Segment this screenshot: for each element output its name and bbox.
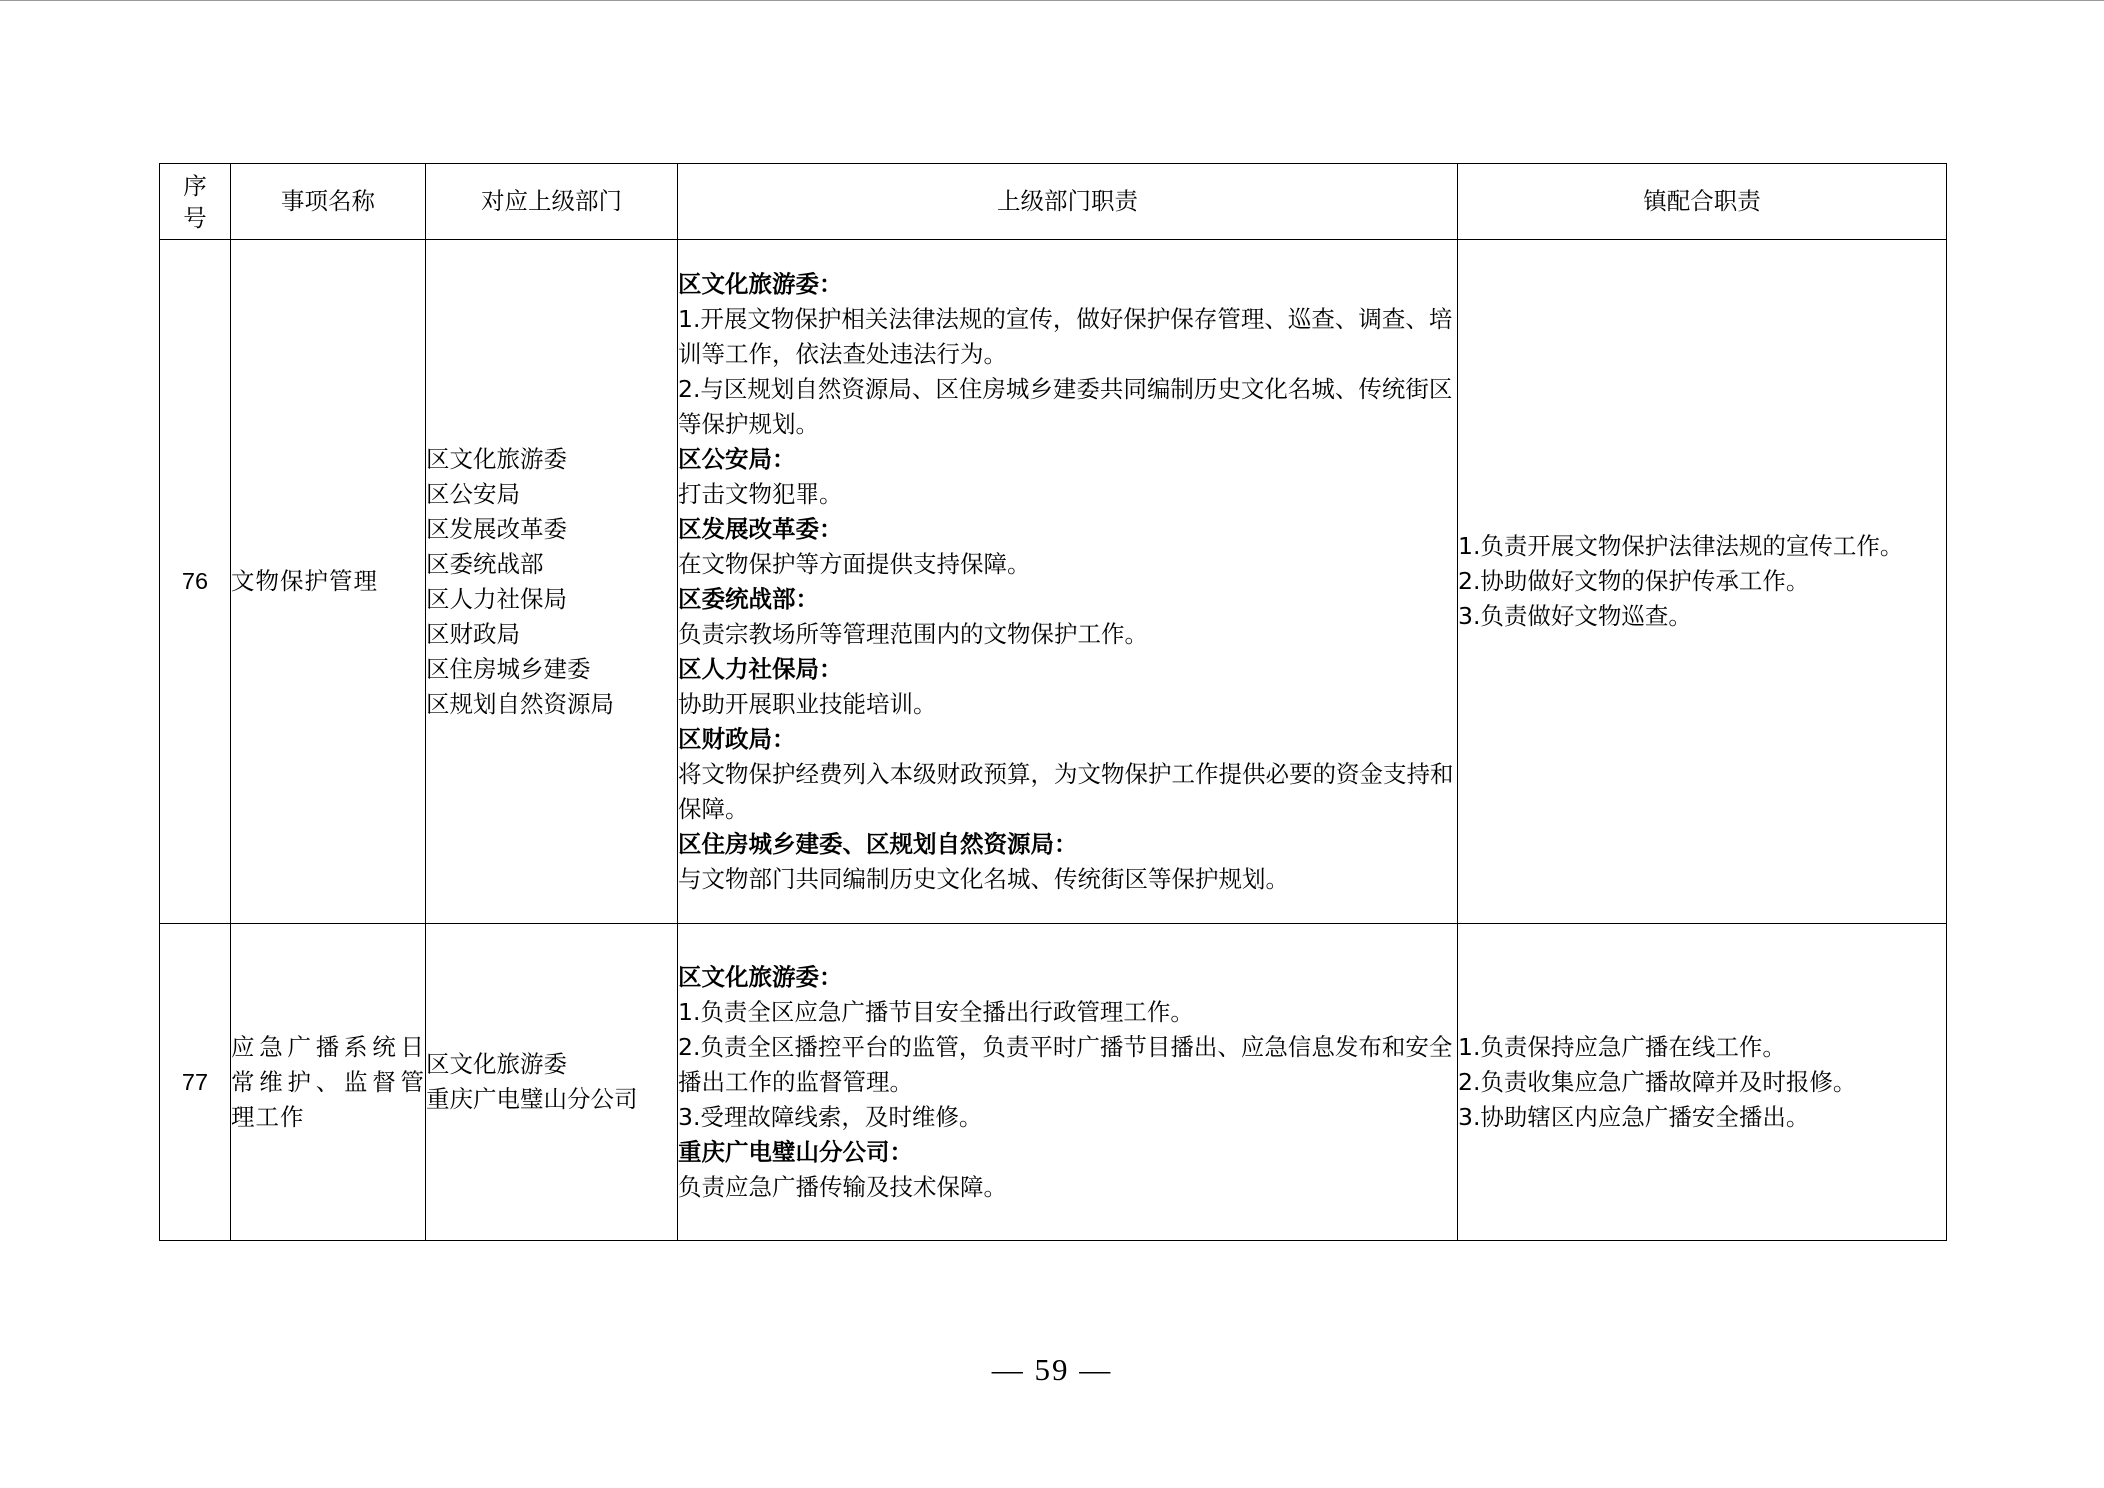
table-row: [160, 240, 1947, 924]
row-number: 77: [160, 924, 231, 1241]
duty-text: 1.负责全区应急广播节目安全播出行政管理工作。: [678, 997, 1194, 1026]
town-duty-item: 3.负责做好文物巡查。: [1458, 602, 1692, 630]
upper-duty-cell: [678, 240, 1458, 924]
dept-heading: 区文化旅游委：: [678, 962, 843, 991]
header-seq-line: 号: [183, 203, 207, 232]
table-header-row: [160, 164, 1947, 240]
town-duty-cell: [1458, 924, 1947, 1241]
header-item-name: 事项名称: [231, 164, 426, 240]
duty-text: 1.开展文物保护相关法律法规的宣传，做好保护保存管理、巡查、调查、培训等工作，依法查处违法行为。: [678, 304, 1453, 368]
town-duty-item: 2.负责收集应急广播故障并及时报修。: [1458, 1067, 1857, 1096]
duty-text: 协助开展职业技能培训。: [678, 689, 937, 718]
duty-text: 将文物保护经费列入本级财政预算，为文物保护工作提供必要的资金支持和保障。: [678, 759, 1454, 823]
dept-item: 区财政局: [426, 619, 520, 648]
duty-text: 与文物部门共同编制历史文化名城、传统街区等保护规划。: [678, 864, 1289, 893]
dept-list: [426, 240, 678, 924]
dept-heading: 区委统战部：: [678, 584, 819, 613]
dept-item: 区委统战部: [426, 549, 544, 578]
dept-heading: 区财政局：: [678, 724, 796, 753]
page-top-rule: [0, 0, 2104, 1]
dept-item: 区规划自然资源局: [426, 689, 614, 718]
duty-text: 负责宗教场所等管理范围内的文物保护工作。: [678, 619, 1148, 648]
dept-heading: 区文化旅游委：: [678, 269, 843, 298]
dept-heading: 重庆广电璧山分公司：: [678, 1137, 913, 1166]
item-name: 应急广播系统日常维护、监督管理工作: [231, 924, 426, 1241]
row-number: 76: [160, 240, 231, 924]
duty-table: [159, 163, 1947, 1241]
dept-item: 区文化旅游委: [426, 1050, 567, 1078]
dept-heading: 区人力社保局：: [678, 654, 843, 683]
table-row: [160, 924, 1947, 1241]
page-number: — 59 —: [991, 1352, 1113, 1387]
header-town-duty: 镇配合职责: [1458, 164, 1947, 240]
duty-text: 2.与区规划自然资源局、区住房城乡建委共同编制历史文化名城、传统街区等保护规划。: [678, 374, 1453, 438]
header-seq-line: 序: [183, 171, 207, 200]
item-name: 文物保护管理: [231, 240, 426, 924]
town-duty-item: 3.协助辖区内应急广播安全播出。: [1458, 1102, 1810, 1131]
header-seq: [160, 164, 231, 240]
dept-item: 区住房城乡建委: [426, 654, 591, 683]
upper-duty-cell: [678, 924, 1458, 1241]
dept-item: 区人力社保局: [426, 584, 567, 613]
duty-text: 打击文物犯罪。: [678, 479, 843, 508]
dept-item: 区文化旅游委: [426, 444, 567, 473]
dept-list: [426, 924, 678, 1241]
town-duty-item: 1.负责开展文物保护法律法规的宣传工作。: [1458, 532, 1904, 560]
duty-text: 3.受理故障线索，及时维修。: [678, 1102, 983, 1131]
header-upper-dept: 对应上级部门: [426, 164, 678, 240]
dept-heading: 区发展改革委：: [678, 514, 843, 543]
dept-heading: 区公安局：: [678, 444, 796, 473]
town-duty-item: 1.负责保持应急广播在线工作。: [1458, 1032, 1786, 1061]
dept-heading: 区住房城乡建委、区规划自然资源局：: [678, 829, 1078, 858]
duty-text: 负责应急广播传输及技术保障。: [678, 1172, 1007, 1201]
header-upper-duty: 上级部门职责: [678, 164, 1458, 240]
duty-text: 在文物保护等方面提供支持保障。: [678, 549, 1031, 578]
duty-text: 2.负责全区播控平台的监管，负责平时广播节目播出、应急信息发布和安全播出工作的监督管理。: [678, 1032, 1453, 1096]
town-duty-item: 2.协助做好文物的保护传承工作。: [1458, 567, 1810, 595]
town-duty-cell: [1458, 240, 1947, 924]
dept-item: 区发展改革委: [426, 514, 567, 543]
dept-item: 区公安局: [426, 479, 520, 508]
dept-item: 重庆广电璧山分公司: [426, 1085, 638, 1113]
